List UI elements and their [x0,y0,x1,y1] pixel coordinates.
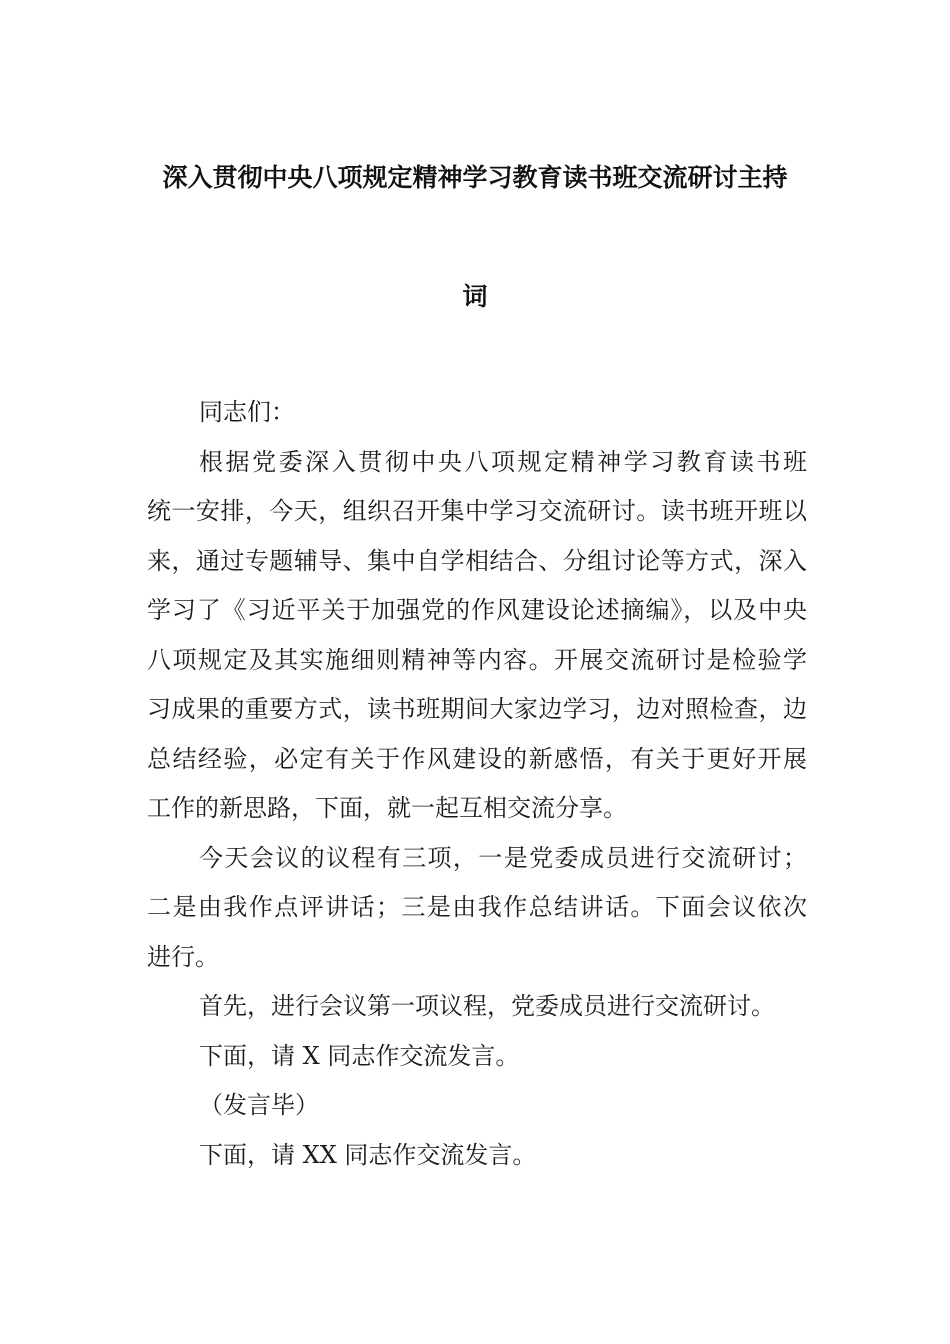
paragraph-line: 总结经验，必定有关于作风建设的新感悟，有关于更好开展 [147,744,807,773]
salutation-text: 同志们： [199,398,295,426]
paragraph-line: 来，通过专题辅导、集中自学相结合、分组讨论等方式，深入 [147,546,807,575]
document-title-line-1: 深入贯彻中央八项规定精神学习教育读书班交流研讨主持 [162,163,788,192]
paragraph-speaker-x [147,1032,807,1082]
paragraph-text: 首先，进行会议第一项议程，党委成员进行交流研讨。 [199,992,775,1020]
paragraph-line: 根据党委深入贯彻中央八项规定精神学习教育读书班 [199,447,807,476]
paragraph-text: 下面，请 XX 同志作交流发言。 [199,1140,537,1169]
paragraph-line: 工作的新思路，下面，就一起互相交流分享。 [147,794,627,822]
paragraph-first-item [147,982,807,1032]
salutation [147,388,807,438]
paragraph-line: 八项规定及其实施细则精神等内容。开展交流研讨是检验学 [147,645,807,674]
paragraph-text: 下面，请 X 同志作交流发言。 [199,1041,520,1070]
paragraph-line: 今天会议的议程有三项，一是党委成员进行交流研讨； [199,843,807,872]
paragraph-line: 二是由我作点评讲话；三是由我作总结讲话。下面会议依次 [147,893,807,921]
paragraph-line: 习成果的重要方式，读书班期间大家边学习，边对照检查，边 [147,695,807,723]
paragraph-speech-ended [147,1081,807,1131]
paragraph-line: 学习了《习近平关于加强党的作风建设论述摘编》，以及中央 [147,596,807,624]
document-body [147,388,807,1180]
paragraph-speaker-xx [147,1131,807,1181]
paragraph-line: 进行。 [147,942,219,971]
paragraph-background [147,438,807,834]
paragraph-line: 统一安排，今天，组织召开集中学习交流研讨。读书班开班以 [147,497,807,525]
paragraph-agenda [147,834,807,983]
paragraph-text: （发言毕） [199,1091,319,1119]
document-title-line-2: 词 [462,282,488,311]
